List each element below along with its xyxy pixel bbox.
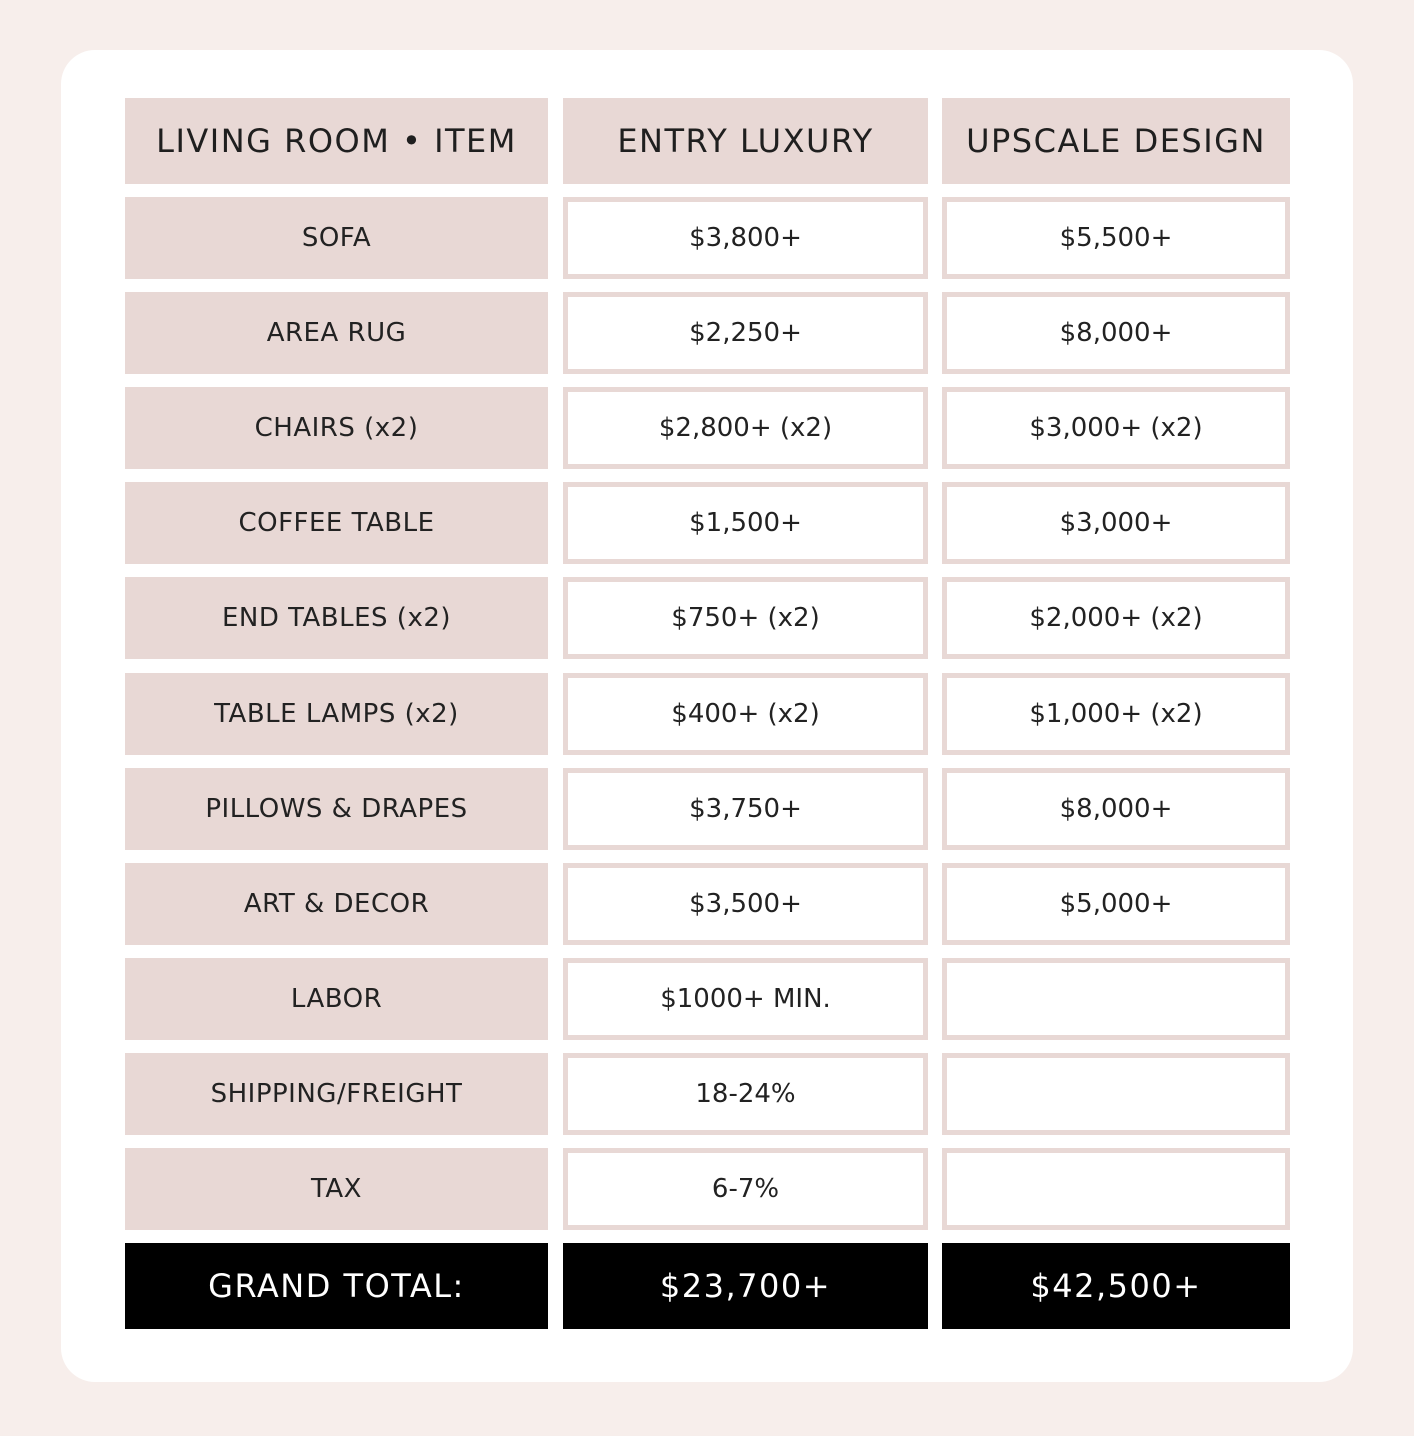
item-label: TABLE LAMPS (x2) [125,673,548,755]
header-item: LIVING ROOM • ITEM [125,98,548,184]
grand-total-upscale: $42,500+ [942,1243,1290,1329]
item-label: SOFA [125,197,548,279]
entry-price: $2,250+ [563,292,928,374]
upscale-price: $5,500+ [942,197,1290,279]
grand-total-label: GRAND TOTAL: [125,1243,548,1329]
upscale-price: $2,000+ (x2) [942,577,1290,659]
upscale-price: $8,000+ [942,292,1290,374]
upscale-price: $3,000+ (x2) [942,387,1290,469]
entry-price: $3,800+ [563,197,928,279]
upscale-price: $5,000+ [942,863,1290,945]
upscale-price [942,958,1290,1040]
entry-price: $1,500+ [563,482,928,564]
header-upscale-design: UPSCALE DESIGN [942,98,1290,184]
item-label: LABOR [125,958,548,1040]
entry-price: $2,800+ (x2) [563,387,928,469]
entry-price: $400+ (x2) [563,673,928,755]
item-label: AREA RUG [125,292,548,374]
entry-price: $750+ (x2) [563,577,928,659]
item-label: CHAIRS (x2) [125,387,548,469]
item-label: END TABLES (x2) [125,577,548,659]
item-label: SHIPPING/FREIGHT [125,1053,548,1135]
entry-price: $1000+ MIN. [563,958,928,1040]
entry-price: $3,750+ [563,768,928,850]
upscale-price: $3,000+ [942,482,1290,564]
upscale-price [942,1053,1290,1135]
item-label: COFFEE TABLE [125,482,548,564]
upscale-price: $1,000+ (x2) [942,673,1290,755]
entry-price: 18-24% [563,1053,928,1135]
item-label: TAX [125,1148,548,1230]
upscale-price [942,1148,1290,1230]
header-entry-luxury: ENTRY LUXURY [563,98,928,184]
item-label: PILLOWS & DRAPES [125,768,548,850]
upscale-price: $8,000+ [942,768,1290,850]
entry-price: 6-7% [563,1148,928,1230]
pricing-card [61,50,1353,1382]
item-label: ART & DECOR [125,863,548,945]
grand-total-entry: $23,700+ [563,1243,928,1329]
entry-price: $3,500+ [563,863,928,945]
